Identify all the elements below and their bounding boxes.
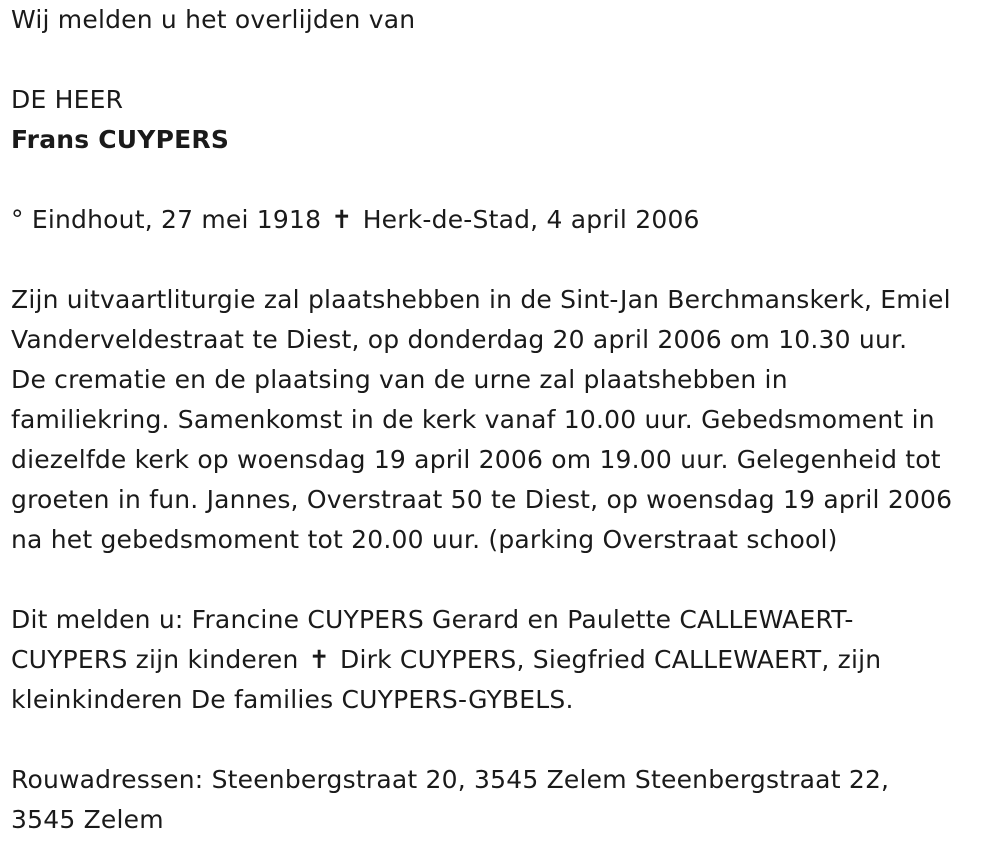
address-line: Rouwadressen: Steenbergstraat 20, 3545 Zelem Steenbergstraat 22,: [11, 765, 890, 794]
ceremony-line: Vanderveldestraat te Diest, op donderdag 20 april 2006 om 10.30 uur.: [11, 325, 908, 354]
birth-info: Eindhout, 27 mei 1918: [31, 205, 322, 234]
family-line: kleinkinderen De families CUYPERS-GYBELS.: [11, 685, 574, 714]
obituary-notice: [11, 0, 996, 840]
spacer: [11, 160, 996, 200]
ceremony-line: groeten in fun. Jannes, Overstraat 50 te Diest, op woensdag 19 april 2006: [11, 485, 953, 514]
ceremony-line: De crematie en de plaatsing van de urne zal plaatshebben in: [11, 365, 788, 394]
family-text: CUYPERS zijn kinderen: [11, 645, 299, 674]
family-line: Dit melden u: Francine CUYPERS Gerard en Paulette CALLEWAERT-: [11, 605, 854, 634]
spacer: [11, 720, 996, 760]
spacer: [11, 240, 996, 280]
address-line: 3545 Zelem: [11, 805, 164, 834]
ceremony-line: familiekring. Samenkomst in de kerk vanaf 10.00 uur. Gebedsmoment in: [11, 405, 935, 434]
family-line: [11, 640, 996, 680]
death-info: Herk-de-Stad, 4 april 2006: [362, 205, 700, 234]
birth-marker: °: [11, 205, 24, 234]
cross-icon: ✝: [331, 205, 353, 234]
cross-icon: ✝: [308, 645, 330, 674]
spacer: [11, 560, 996, 600]
salutation: DE HEER: [11, 85, 124, 114]
deceased-name: Frans CUYPERS: [11, 125, 230, 154]
family-text: Dirk CUYPERS, Siegfried CALLEWAERT, zijn: [340, 645, 882, 674]
ceremony-line: diezelfde kerk op woensdag 19 april 2006 om 19.00 uur. Gelegenheid tot: [11, 445, 941, 474]
ceremony-line: Zijn uitvaartliturgie zal plaatshebben in de Sint-Jan Berchmanskerk, Emiel: [11, 285, 951, 314]
ceremony-line: na het gebedsmoment tot 20.00 uur. (parking Overstraat school): [11, 525, 838, 554]
spacer: [11, 40, 996, 80]
birth-death-line: [11, 200, 996, 240]
intro-text: Wij melden u het overlijden van: [11, 5, 416, 34]
